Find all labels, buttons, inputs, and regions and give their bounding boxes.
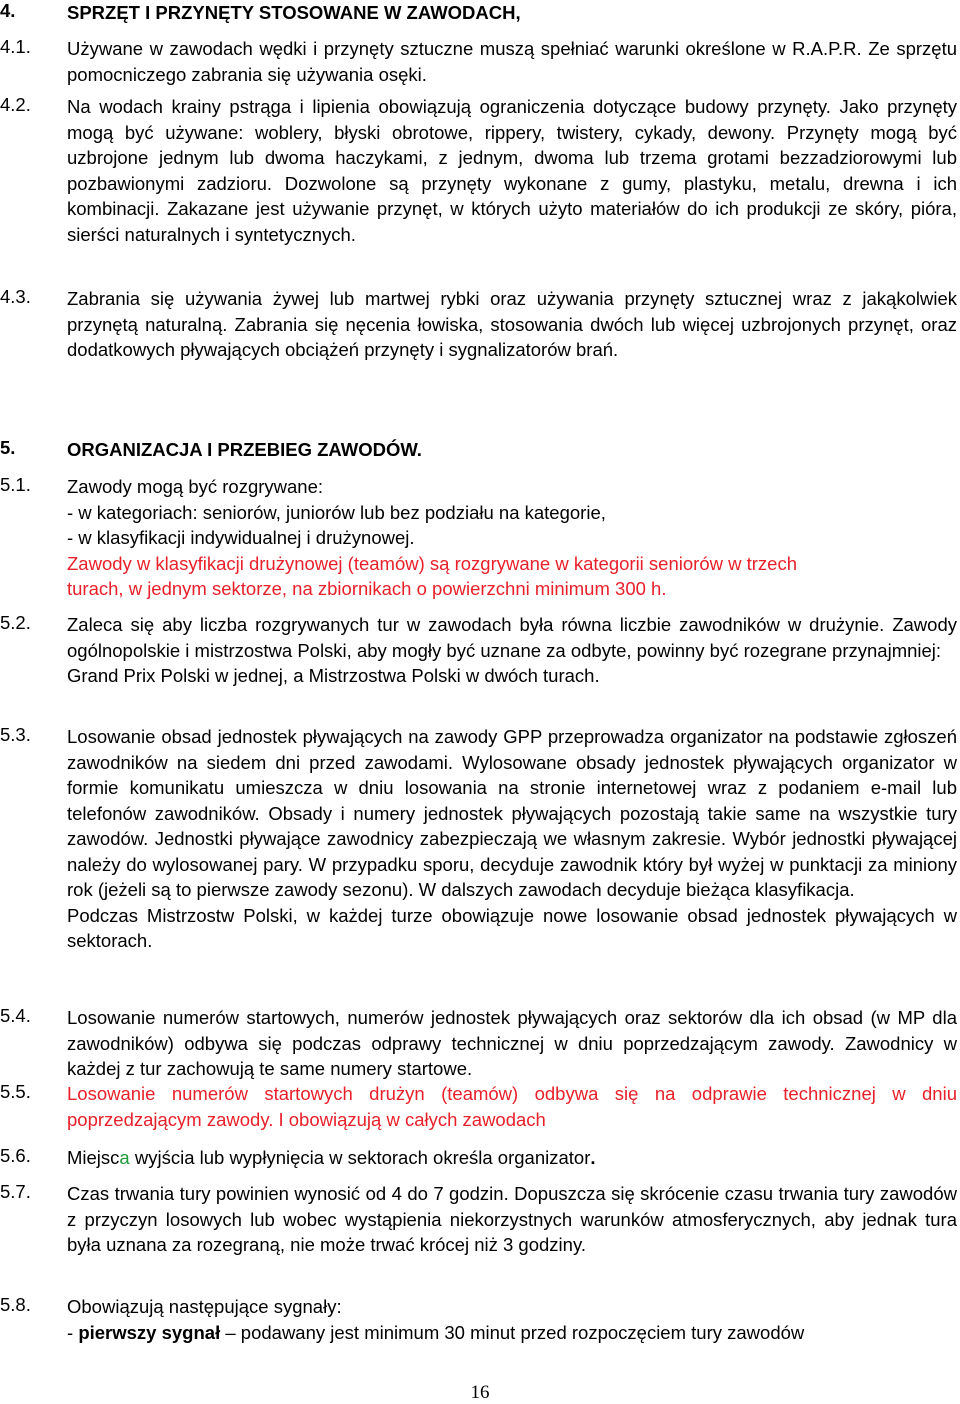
- section-number: 5.: [0, 437, 16, 458]
- paragraph-number: 5.2.: [0, 612, 31, 633]
- bold-term: pierwszy sygnał: [78, 1321, 221, 1343]
- text-line: Grand Prix Polski w jednej, a Mistrzostwa Polski w dwóch turach.: [67, 665, 600, 686]
- section-title: ORGANIZACJA I PRZEBIEG ZAWODÓW.: [67, 439, 422, 460]
- list-item: [67, 1320, 957, 1346]
- paragraph-number: 5.3.: [0, 724, 31, 745]
- paragraph-number: 4.3.: [0, 286, 31, 307]
- text-segment: Miejsc: [67, 1147, 120, 1168]
- list-item: - w klasyfikacji indywidualnej i drużynowej.: [67, 527, 415, 548]
- text-line: Zawody mogą być rozgrywane:: [67, 476, 324, 497]
- paragraph-number: 5.5.: [0, 1081, 31, 1102]
- page-number: 16: [470, 1382, 490, 1403]
- text-block: Podczas Mistrzostw Polski, w każdej turze obowiązuje nowe losowanie obsad jednostek pływających w sektorach.: [67, 904, 957, 951]
- paragraph-number: 5.8.: [0, 1294, 31, 1315]
- paragraph-text: [67, 724, 957, 954]
- section-number: 4.: [0, 0, 16, 21]
- text-block: Losowanie obsad jednostek pływających na zawody GPP przeprowadza organizator na podstawie zgłoszeń zawodników na siedem dni przed zawodami. Wylosowane obsady jednostek pływających organizator w formie komunikatu umieszcza w dniu losowania na stronie internetowej wraz z podaniem e-mail lub telefonów zawodników. Obsady i numery jednostek pływających pozostają takie same na wszystkie tury zawodów. Jednostki pływające zawodnicy zabezpieczają we własnym zakresie. Wybór jednostki pływającej należy do wylosowanej pary. W przypadku sporu, decyduje zawodnik który był wyżej w punktacji za miniony rok (jeżeli są to pierwsze zawody sezonu). W dalszych zawodach decyduje bieżąca klasyfikacja.: [67, 726, 957, 900]
- list-item: - w kategoriach: seniorów, juniorów lub bez podziału na kategorie,: [67, 501, 606, 523]
- paragraph-text: [67, 474, 957, 602]
- paragraph-number: 5.4.: [0, 1005, 31, 1026]
- text-segment: wyjścia lub wypłynięcia w sektorach określa organizator: [129, 1147, 591, 1168]
- text-block: Zaleca się aby liczba rozgrywanych tur w zawodach była równa liczbie zawodników w drużynie. Zawody ogólnopolskie i mistrzostwa Polski, aby mogły być uznane za odbyte, powinny być rozegrane przynajmniej:: [67, 614, 957, 661]
- text-line: Obowiązują następujące sygnały:: [67, 1296, 342, 1317]
- paragraph-text: Zabrania się używania żywej lub martwej rybki oraz używania przynęty sztucznej wraz z jakąkolwiek przynętą naturalną. Zabrania się nęcenia łowiska, stosowania dwóch lub więcej uzbrojonych przynęt, oraz dodatkowych pływających obciążeń przynęty i sygnalizatorów brań.: [67, 288, 957, 360]
- paragraph-text: Używane w zawodach wędki i przynęty sztuczne muszą spełniać warunki określone w R.A.P.R. Ze sprzętu pomocniczego zabrania się używania osęki.: [67, 38, 957, 85]
- text-segment: .: [590, 1147, 596, 1168]
- paragraph-number: 4.2.: [0, 94, 31, 115]
- highlighted-text: Zawody w klasyfikacji drużynowej (teamów) są rozgrywane w kategorii seniorów w trzech: [67, 552, 797, 574]
- paragraph-text: Losowanie numerów startowych, numerów jednostek pływających oraz sektorów dla ich obsad (w MP dla zawodników) odbywa się podczas odprawy technicznej w dniu poprzedzającym zawody. Zawodnicy w każdej z tur zachowują te same numery startowe.: [67, 1007, 957, 1079]
- paragraph-text: Na wodach krainy pstrąga i lipienia obowiązują ograniczenia dotyczące budowy przynęty. Jako przynęty mogą być używane: woblery, błyski obrotowe, rippery, twistery, cykady, dewony. Przynęty mogą być uzbrojone jednym lub dwoma haczykami, z jednym, dwoma lub trzema grotami bezzadziorowymi lub pozbawionymi zadzioru. Dozwolone są przynęty wykonane z gumy, plastyku, metalu, drewna i ich kombinacji. Zakazane jest używanie przynęt, w których użyto materiałów do ich produkcji ze skóry, pióra, sierści naturalnych i syntetycznych.: [67, 96, 957, 245]
- highlighted-letter: a: [119, 1147, 130, 1168]
- paragraph-number: 5.7.: [0, 1181, 31, 1202]
- text-segment: – podawany jest minimum 30 minut przed rozpoczęciem tury zawodów: [220, 1321, 805, 1343]
- paragraph-text: [67, 612, 957, 689]
- paragraph-number: 5.1.: [0, 474, 31, 495]
- paragraph-number: 4.1.: [0, 36, 31, 57]
- highlighted-text: turach, w jednym sektorze, na zbiornikach o powierzchni minimum 300 h.: [67, 578, 667, 599]
- paragraph-text: [67, 1145, 957, 1171]
- section-title: SPRZĘT I PRZYNĘTY STOSOWANE W ZAWODACH,: [67, 2, 521, 23]
- highlighted-text: Losowanie numerów startowych drużyn (teamów) odbywa się na odprawie technicznej w dniu poprzedzającym zawody. I obowiązują w całych zawodach: [67, 1083, 957, 1130]
- paragraph-text: [67, 1294, 957, 1345]
- paragraph-text: Czas trwania tury powinien wynosić od 4 do 7 godzin. Dopuszcza się skrócenie czasu trwania tury zawodów z przyczyn losowych lub wobec wystąpienia niekorzystnych warunków atmosferycznych, aby jednak tura była uznana za rozegraną, nie może trwać krócej niż 3 godziny.: [67, 1183, 957, 1255]
- paragraph-number: 5.6.: [0, 1145, 31, 1166]
- text-segment: -: [67, 1321, 79, 1343]
